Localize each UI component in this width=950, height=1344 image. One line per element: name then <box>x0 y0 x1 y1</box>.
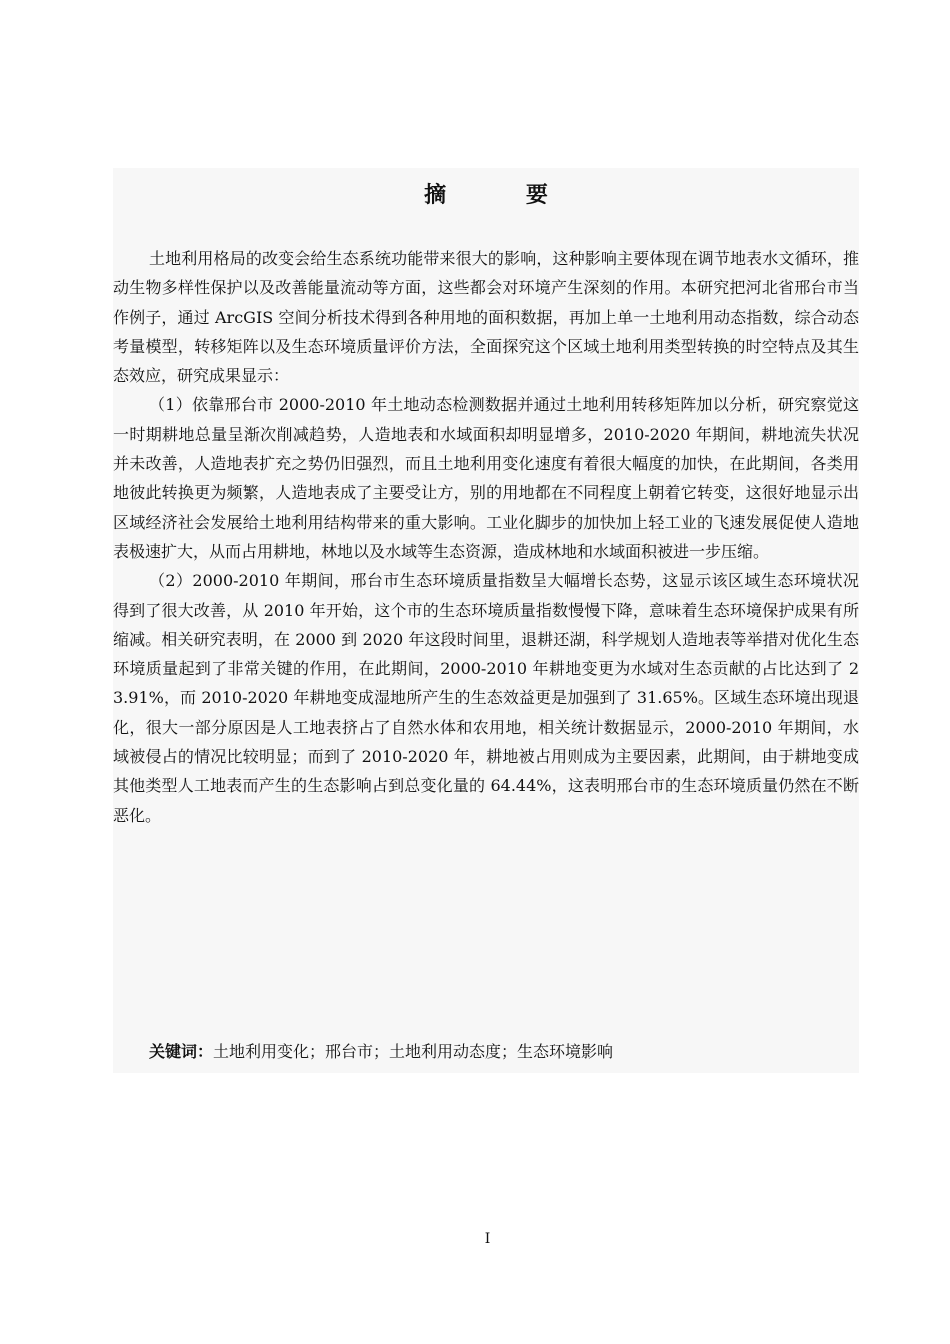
keywords-list: 土地利用变化；邢台市；土地利用动态度；生态环境影响 <box>213 1042 614 1061</box>
abstract-section <box>113 168 859 1073</box>
page-number: I <box>484 1231 491 1247</box>
abstract-title: 摘 要 <box>424 183 584 208</box>
abstract-paragraph-intro: 土地利用格局的改变会给生态系统功能带来很大的影响，这种影响主要体现在调节地表水文循环，推动生物多样性保护以及改善能量流动等方面，这些都会对环境产生深刻的作用。本研究把河北省邢台市当作例子，通过 ArcGIS 空间分析技术得到各种用地的面积数据，再加上单一土地利用动态指数，综合动态考量模型，转移矩阵以及生态环境质量评价方法，全面探究这个区域土地利用类型转换的时空特点及其生态效应，研究成果显示： <box>113 249 859 386</box>
keywords-label: 关键词： <box>149 1042 214 1061</box>
abstract-body <box>113 244 859 830</box>
abstract-paragraph-finding-1: （1）依靠邢台市 2000-2010 年土地动态检测数据并通过土地利用转移矩阵加以分析，研究察觉这一时期耕地总量呈渐次削减趋势，人造地表和水域面积却明显增多，2010-2020 年期间，耕地流失状况并未改善，人造地表扩充之势仍旧强烈，而且土地利用变化速度有着很大幅度的加快，在此期间，各类用地彼此转换更为频繁，人造地表成了主要受让方，别的用地都在不同程度上朝着它转变，这很好地显示出区域经济社会发展给土地利用结构带来的重大影响。工业化脚步的加快加上轻工业的飞速发展促使人造地表极速扩大，从而占用耕地，林地以及水域等生态资源，造成林地和水域面积被进一步压缩。 <box>113 395 859 561</box>
keywords-line <box>149 1041 613 1063</box>
abstract-paragraph-finding-2: （2）2000-2010 年期间，邢台市生态环境质量指数呈大幅增长态势，这显示该区域生态环境状况得到了很大改善，从 2010 年开始，这个市的生态环境质量指数慢慢下降，意味着生态环境保护成果有所缩减。相关研究表明，在 2000 到 2020 年这段时间里，退耕还湖，科学规划人造地表等举措对优化生态环境质量起到了非常关键的作用，在此期间，2000-2010 年耕地变更为水域对生态贡献的占比达到了 23.91%，而 2010-2020 年耕地变成湿地所产生的生态效益更是加强到了 31.65%。区域生态环境出现退化，很大一部分原因是人工地表挤占了自然水体和农用地，相关统计数据显示，2000-2010 年期间，水域被侵占的情况比较明显；而到了 2010-2020 年，耕地被占用则成为主要因素，此期间，由于耕地变成其他类型人工地表而产生的生态影响占到总变化量的 64.44%，这表明邢台市的生态环境质量仍然在不断恶化。 <box>113 571 859 825</box>
